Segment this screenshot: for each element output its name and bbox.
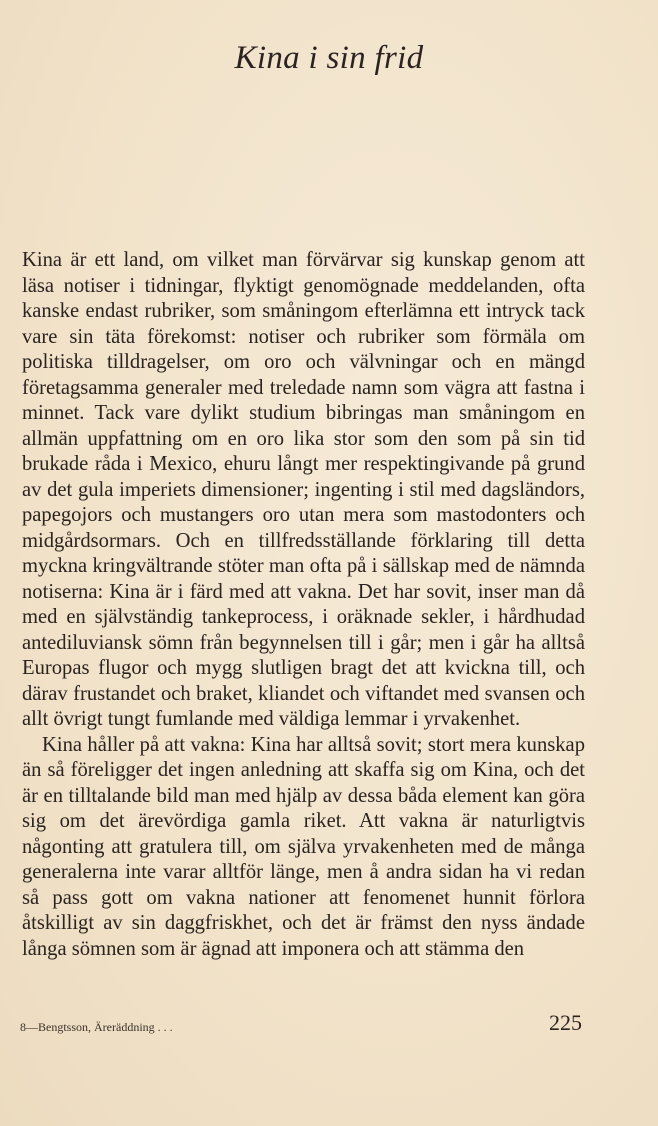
- signature-mark: 8—Bengtsson, Äreräddning . . .: [20, 1020, 173, 1034]
- body-text: [22, 248, 585, 962]
- chapter-title: Kina i sin frid: [234, 40, 424, 76]
- paragraph-1: Kina är ett land, om vilket man förvärvar sig kunskap genom att läsa notiser i tidningar, flyktigt genomögnade meddelanden, ofta kanske endast rubriker, som småningom efterlämna ett intryck tack vare sin täta förekomst: notiser och rubriker som förmäla om politiska tilldragelser, om oro och välvningar och en mängd företagsamma generaler med treledade namn som vägra att fastna i minnet. Tack vare dylikt studium bibringas man småningom en allmän uppfattning om en oro lika stor som den som på sin tid brukade råda i Mexico, ehuru långt mer respektingivande på grund av det gula imperiets dimensioner; ingenting i stil med dagsländors, papegojors och mustangers oro utan mera som mastodonters och midgårdsormars. Och en tillfredsställande förklaring till detta myckna kringvältrande stöter man ofta på i sällskap med de nämnda notiserna: Kina är i färd med att vakna. Det har sovit, inser man då med en självständig tankeprocess, i oräknade sekler, i hårdhudad antediluviansk sömn från begynnelsen till i går; men i går ha alltså Europas flugor och mygg slutligen bragt det att kvickna till, och därav frustandet och braket, kliandet och viftandet med svansen och allt övrigt tungt fumlande med väldiga lemmar i yrvakenhet.: [22, 249, 585, 730]
- paragraph-2: Kina håller på att vakna: Kina har alltså sovit; stort mera kunskap än så föreligger det ingen anledning att skaffa sig om Kina, och det är en tilltalande bild man med hjälp av dessa båda element kan göra sig om det ärevördiga gamla riket. Att vakna är naturligtvis någonting att gratulera till, om själva yrvakenheten med de många generalerna inte varar alltför länge, men å andra sidan ha vi redan så pass gott om vakna nationer att fenomenet hunnit förlora åtskilligt av sin daggfriskhet, och det är främst den nyss ändade långa sömnen som är ägnad att imponera och att stämma den: [22, 733, 585, 960]
- page-number: 225: [549, 1010, 582, 1035]
